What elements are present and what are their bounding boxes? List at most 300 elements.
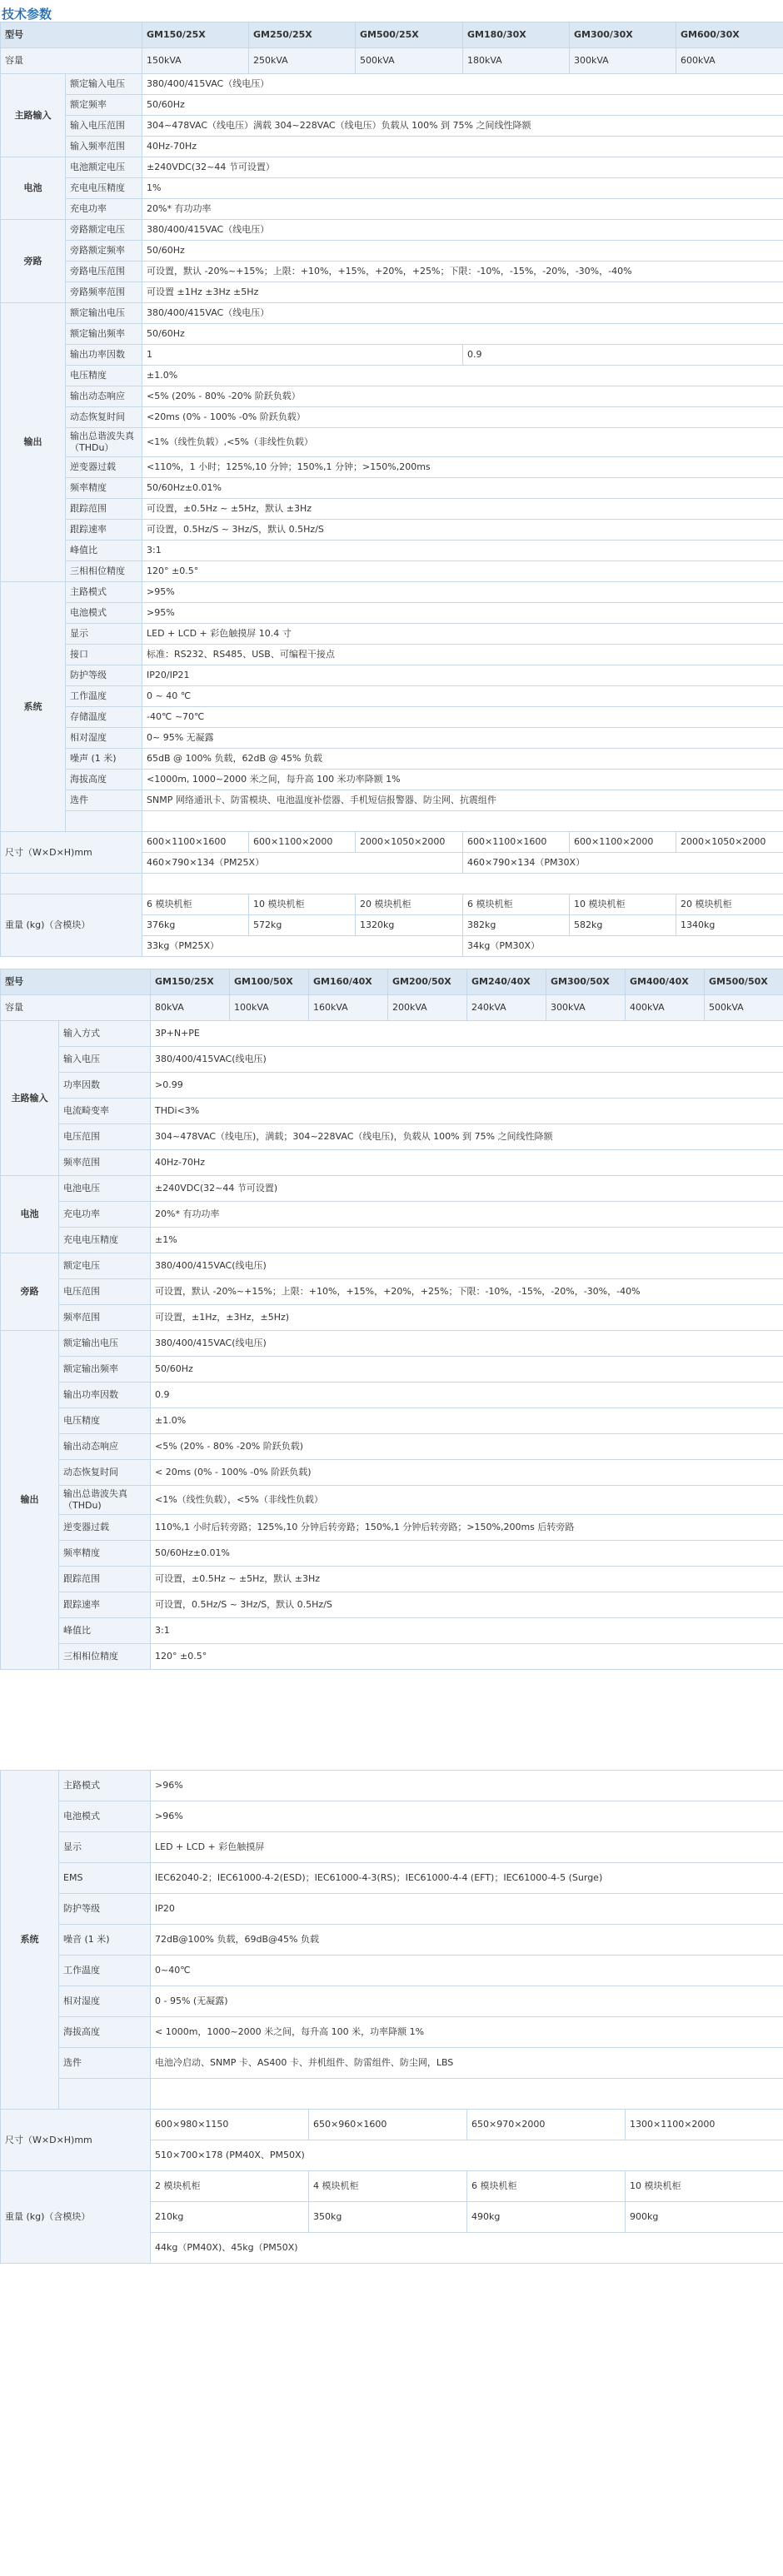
weight-label: 重量 (kg)（含模块） [1, 894, 142, 957]
row-value: >0.99 [151, 1073, 783, 1099]
table-row [1, 1202, 783, 1228]
table-row [1, 1460, 783, 1486]
table-row [1, 728, 783, 749]
table-row [1, 1279, 783, 1305]
table-row [1, 770, 783, 790]
row-value: 0~ 95% 无凝露 [142, 728, 783, 749]
capacity-cell: 300kVA [570, 48, 676, 74]
row-label: 电压范围 [59, 1124, 151, 1150]
table-gap [0, 1670, 783, 1770]
row-value: -40℃ ~70℃ [142, 707, 783, 728]
table-row [1, 95, 783, 116]
cabinet-cell: 10 模块机柜 [249, 894, 356, 915]
row-label: 跟踪范围 [59, 1567, 151, 1592]
group-output: 输出 [1, 303, 66, 582]
dimension-cell: 2000×1050×2000 [356, 832, 463, 853]
row-value: IP20 [151, 1894, 783, 1925]
row-value: 50/60Hz [142, 95, 783, 116]
row-value: >95% [142, 603, 783, 624]
model-cell: GM150/25X [151, 969, 230, 995]
capacity-row [1, 995, 783, 1021]
weight-cell: 572kg [249, 915, 356, 936]
table-row [1, 157, 783, 178]
table-row [1, 262, 783, 282]
table-row [1, 1832, 783, 1863]
row-value: >95% [142, 582, 783, 603]
row-value: >96% [151, 1771, 783, 1801]
table-row [1, 1956, 783, 1986]
row-label: 海拔高度 [59, 2017, 151, 2048]
row-label: 输出动态响应 [59, 1434, 151, 1460]
dimension-cell: 600×980×1150 [151, 2110, 309, 2140]
cabinet-cell: 10 模块机柜 [626, 2171, 783, 2202]
row-value: 可设置，默认 -20%~+15%；上限：+10%，+15%，+20%，+25%；下限：-10%，-15%，-20%，-30%，-40% [151, 1279, 783, 1305]
weight-cell: 376kg [142, 915, 249, 936]
row-label: 额定输出频率 [59, 1357, 151, 1383]
group-output: 输出 [1, 1331, 59, 1670]
table-row [1, 749, 783, 770]
row-value: 50/60Hz±0.01% [142, 478, 783, 499]
row-label: 跟踪范围 [66, 499, 142, 520]
row-label: 电池电压 [59, 1176, 151, 1202]
module-weight-cell: 33kg（PM25X） [142, 936, 463, 957]
row-label: 旁路电压范围 [66, 262, 142, 282]
model-cell: GM400/40X [626, 969, 705, 995]
row-label: 相对湿度 [66, 728, 142, 749]
cabinet-cell: 20 模块机柜 [356, 894, 463, 915]
row-value: <5% (20% - 80% -20% 阶跃负载） [142, 386, 783, 407]
row-value: 40Hz-70Hz [151, 1150, 783, 1176]
group-main-input: 主路输入 [1, 74, 66, 157]
table-row [1, 1305, 783, 1331]
row-label: 噪音 (1 米) [59, 1925, 151, 1956]
capacity-cell: 300kVA [546, 995, 626, 1021]
table-row [1, 1021, 783, 1047]
cabinet-cell: 6 模块机柜 [467, 2171, 626, 2202]
row-value: ±1% [151, 1228, 783, 1253]
table-gap [0, 957, 783, 969]
dimension-cell: 650×970×2000 [467, 2110, 626, 2140]
row-value: 72dB@100% 负载，69dB@45% 负载 [151, 1925, 783, 1956]
table-row [1, 1541, 783, 1567]
row-label: 频率范围 [59, 1305, 151, 1331]
row-value-blank [142, 874, 783, 894]
row-value: 可设置，±0.5Hz ~ ±5Hz，默认 ±3Hz [151, 1567, 783, 1592]
module-dimension-cell: 460×790×134（PM25X） [142, 853, 463, 874]
row-label: 逆变器过载 [66, 457, 142, 478]
row-value: ±240VDC(32~44 节可设置) [151, 1176, 783, 1202]
spec-table-series-gm [0, 969, 783, 1670]
row-value: 50/60Hz±0.01% [151, 1541, 783, 1567]
spec-table-series-x [0, 22, 783, 957]
row-label: 三相相位精度 [66, 561, 142, 582]
table-row [1, 686, 783, 707]
row-label: 输出总谐波失真（THDu） [66, 428, 142, 457]
table-row [1, 2048, 783, 2079]
model-cell: GM200/50X [388, 969, 467, 995]
row-value: 65dB @ 100% 负载，62dB @ 45% 负载 [142, 749, 783, 770]
module-dimension-cell: 510×700×178 (PM40X、PM50X) [151, 2140, 783, 2171]
row-value: LED + LCD + 彩色触摸屏 [151, 1832, 783, 1863]
row-label: 旁路额定频率 [66, 241, 142, 262]
model-cell: GM600/30X [676, 22, 783, 48]
module-weight-cell: 44kg（PM40X)、45kg（PM50X) [151, 2233, 783, 2264]
row-value: 3P+N+PE [151, 1021, 783, 1047]
row-label: 防护等级 [59, 1894, 151, 1925]
table-row [1, 1592, 783, 1618]
table-row [1, 116, 783, 137]
dimension-cell: 600×1100×1600 [463, 832, 570, 853]
table-row [1, 1408, 783, 1434]
row-value: 380/400/415VAC(线电压) [151, 1047, 783, 1073]
capacity-cell: 80kVA [151, 995, 230, 1021]
row-value: 0~40℃ [151, 1956, 783, 1986]
capacity-label: 容量 [1, 48, 142, 74]
dimension-cell: 1300×1100×2000 [626, 2110, 783, 2140]
capacity-cell: 600kVA [676, 48, 783, 74]
row-value: THDi<3% [151, 1099, 783, 1124]
capacity-cell: 160kVA [309, 995, 388, 1021]
row-value: 120° ±0.5° [142, 561, 783, 582]
row-label: 频率精度 [66, 478, 142, 499]
table-row [1, 603, 783, 624]
model-cell: GM240/40X [467, 969, 546, 995]
row-label: 选件 [59, 2048, 151, 2079]
row-label: 充电电压精度 [59, 1228, 151, 1253]
row-value: 1 [142, 345, 463, 366]
row-label: 显示 [59, 1832, 151, 1863]
table-row [1, 2110, 783, 2140]
capacity-label: 容量 [1, 995, 151, 1021]
row-label: 输入频率范围 [66, 137, 142, 157]
table-row [1, 707, 783, 728]
table-row [1, 137, 783, 157]
dimension-cell: 650×960×1600 [309, 2110, 467, 2140]
row-value: 标准：RS232、RS485、USB、可编程干接点 [142, 645, 783, 665]
cabinet-cell: 6 模块机柜 [463, 894, 570, 915]
model-cell: GM500/25X [356, 22, 463, 48]
row-label-blank [66, 811, 142, 832]
row-label: 选件 [66, 790, 142, 811]
row-label: 旁路频率范围 [66, 282, 142, 303]
weight-cell: 1340kg [676, 915, 783, 936]
table-row [1, 1567, 783, 1592]
row-label: 电流畸变率 [59, 1099, 151, 1124]
capacity-cell: 500kVA [356, 48, 463, 74]
row-value: 20%* 有功功率 [142, 199, 783, 220]
weight-cell: 350kg [309, 2202, 467, 2233]
model-row [1, 22, 783, 48]
row-label: 工作温度 [59, 1956, 151, 1986]
row-label-blank [1, 874, 142, 894]
row-value: 380/400/415VAC（线电压） [142, 74, 783, 95]
table-row [1, 1047, 783, 1073]
row-label: 电压精度 [66, 366, 142, 386]
table-row [1, 1644, 783, 1670]
table-row [1, 428, 783, 457]
row-label: 电压精度 [59, 1408, 151, 1434]
row-value: 380/400/415VAC(线电压) [151, 1253, 783, 1279]
dimension-cell: 2000×1050×2000 [676, 832, 783, 853]
row-label: 动态恢复时间 [59, 1460, 151, 1486]
group-bypass: 旁路 [1, 220, 66, 303]
table-row [1, 303, 783, 324]
module-dimension-cell: 460×790×134（PM30X） [463, 853, 783, 874]
row-label: 输出总谐波失真（THDu) [59, 1486, 151, 1515]
dimension-label: 尺寸（W×D×H)mm [1, 2110, 151, 2171]
row-value: 3:1 [142, 541, 783, 561]
table-row [1, 790, 783, 811]
table-row [1, 1073, 783, 1099]
row-value: 50/60Hz [151, 1357, 783, 1383]
table-row [1, 665, 783, 686]
table-row [1, 832, 783, 853]
table-row [1, 1228, 783, 1253]
row-value: <110%，1 小时；125%,10 分钟；150%,1 分钟；>150%,200ms [142, 457, 783, 478]
table-row [1, 499, 783, 520]
table-row [1, 1176, 783, 1202]
weight-cell: 900kg [626, 2202, 783, 2233]
cabinet-cell: 20 模块机柜 [676, 894, 783, 915]
table-row [1, 582, 783, 603]
row-label: 接口 [66, 645, 142, 665]
table-row [1, 282, 783, 303]
table-row [1, 2171, 783, 2202]
row-label: 电池模式 [66, 603, 142, 624]
model-label: 型号 [1, 22, 142, 48]
table-row [1, 2017, 783, 2048]
table-row [1, 386, 783, 407]
model-row [1, 969, 783, 995]
row-value: 380/400/415VAC(线电压) [151, 1331, 783, 1357]
capacity-cell: 250kVA [249, 48, 356, 74]
model-cell: GM180/30X [463, 22, 570, 48]
row-value: <20ms (0% - 100% -0% 阶跃负载） [142, 407, 783, 428]
table-row [1, 1515, 783, 1541]
row-value: 可设置，0.5Hz/S ~ 3Hz/S，默认 0.5Hz/S [151, 1592, 783, 1618]
row-label: 电池模式 [59, 1801, 151, 1832]
table-row [1, 199, 783, 220]
table-row [1, 1925, 783, 1956]
group-system: 系统 [1, 582, 66, 832]
row-label: 噪声 (1 米) [66, 749, 142, 770]
row-label: 相对湿度 [59, 1986, 151, 2017]
row-value: 20%* 有功功率 [151, 1202, 783, 1228]
row-value-blank [142, 811, 783, 832]
cabinet-cell: 6 模块机柜 [142, 894, 249, 915]
row-value: LED + LCD + 彩色触摸屏 10.4 寸 [142, 624, 783, 645]
row-label: 充电功率 [59, 1202, 151, 1228]
row-label: 三相相位精度 [59, 1644, 151, 1670]
row-value: 0 - 95% (无凝露) [151, 1986, 783, 2017]
row-label: EMS [59, 1863, 151, 1894]
row-value: 可设置，±1Hz，±3Hz，±5Hz) [151, 1305, 783, 1331]
table-row [1, 1486, 783, 1515]
model-cell: GM150/25X [142, 22, 249, 48]
row-value: 304~478VAC（线电压)，满载；304~228VAC（线电压)，负载从 100% 到 75% 之间线性降额 [151, 1124, 783, 1150]
table-row [1, 811, 783, 832]
table-row [1, 457, 783, 478]
capacity-cell: 240kVA [467, 995, 546, 1021]
row-value: 0.9 [463, 345, 783, 366]
row-value: IP20/IP21 [142, 665, 783, 686]
table-row [1, 178, 783, 199]
table-row [1, 241, 783, 262]
dimension-cell: 600×1100×2000 [570, 832, 676, 853]
row-label-blank [59, 2079, 151, 2110]
weight-label: 重量 (kg)（含模块） [1, 2171, 151, 2264]
dimension-cell: 600×1100×2000 [249, 832, 356, 853]
cabinet-cell: 4 模块机柜 [309, 2171, 467, 2202]
model-cell: GM160/40X [309, 969, 388, 995]
weight-cell: 490kg [467, 2202, 626, 2233]
row-value: 可设置 ±1Hz ±3Hz ±5Hz [142, 282, 783, 303]
table-row [1, 324, 783, 345]
row-label: 电压范围 [59, 1279, 151, 1305]
row-label: 逆变器过载 [59, 1515, 151, 1541]
table-row [1, 366, 783, 386]
table-row [1, 1618, 783, 1644]
row-label: 峰值比 [59, 1618, 151, 1644]
row-value: 0.9 [151, 1383, 783, 1408]
row-value-blank [151, 2079, 783, 2110]
table-row [1, 345, 783, 366]
row-label: 输出功率因数 [66, 345, 142, 366]
row-value: 380/400/415VAC（线电压） [142, 303, 783, 324]
row-value: IEC62040-2；IEC61000-4-2(ESD)；IEC61000-4-3(RS)；IEC61000-4-4 (EFT)；IEC61000-4-5 (Surge) [151, 1863, 783, 1894]
row-value: 1% [142, 178, 783, 199]
row-label: 主路模式 [66, 582, 142, 603]
row-label: 充电功率 [66, 199, 142, 220]
row-label: 功率因数 [59, 1073, 151, 1099]
table-row [1, 407, 783, 428]
table-row [1, 1894, 783, 1925]
row-label: 峰值比 [66, 541, 142, 561]
row-value: < 20ms (0% - 100% -0% 阶跃负载) [151, 1460, 783, 1486]
row-value: <1000m, 1000~2000 米之间，每升高 100 米功率降额 1% [142, 770, 783, 790]
model-cell: GM250/25X [249, 22, 356, 48]
row-value: 304~478VAC（线电压）满载 304~228VAC（线电压）负载从 100% 到 75% 之间线性降额 [142, 116, 783, 137]
row-label: 跟踪速率 [59, 1592, 151, 1618]
table-row [1, 1099, 783, 1124]
table-row [1, 541, 783, 561]
dimension-label: 尺寸（W×D×H)mm [1, 832, 142, 874]
row-label: 旁路额定电压 [66, 220, 142, 241]
group-bypass: 旁路 [1, 1253, 59, 1331]
module-weight-cell: 34kg（PM30X） [463, 936, 783, 957]
cabinet-cell: 10 模块机柜 [570, 894, 676, 915]
model-cell: GM300/50X [546, 969, 626, 995]
row-value: ±1.0% [142, 366, 783, 386]
table-row [1, 520, 783, 541]
group-battery: 电池 [1, 157, 66, 220]
table-row [1, 1801, 783, 1832]
row-label: 电池额定电压 [66, 157, 142, 178]
row-value: 50/60Hz [142, 324, 783, 345]
capacity-cell: 100kVA [230, 995, 309, 1021]
weight-cell: 210kg [151, 2202, 309, 2233]
table-row [1, 1253, 783, 1279]
capacity-row [1, 48, 783, 74]
group-main-input: 主路输入 [1, 1021, 59, 1176]
row-label: 主路模式 [59, 1771, 151, 1801]
row-label: 频率范围 [59, 1150, 151, 1176]
cabinet-cell: 2 模块机柜 [151, 2171, 309, 2202]
row-value: 0 ~ 40 ℃ [142, 686, 783, 707]
row-value: 电池冷启动、SNMP 卡、AS400 卡、并机组件、防雷组件、防尘网，LBS [151, 2048, 783, 2079]
row-label: 额定输出频率 [66, 324, 142, 345]
table-row [1, 1986, 783, 2017]
row-value: ±1.0% [151, 1408, 783, 1434]
row-value: <1%（线性负载），<5%（非线性负载） [151, 1486, 783, 1515]
row-label: 工作温度 [66, 686, 142, 707]
table-row [1, 2079, 783, 2110]
weight-cell: 1320kg [356, 915, 463, 936]
dimension-cell: 600×1100×1600 [142, 832, 249, 853]
row-value: <1%（线性负载）,<5%（非线性负载） [142, 428, 783, 457]
capacity-cell: 500kVA [705, 995, 783, 1021]
group-battery: 电池 [1, 1176, 59, 1253]
model-cell: GM300/30X [570, 22, 676, 48]
table-row [1, 220, 783, 241]
table-row [1, 1771, 783, 1801]
row-label: 频率精度 [59, 1541, 151, 1567]
row-value: < 1000m，1000~2000 米之间，每升高 100 米，功率降额 1% [151, 2017, 783, 2048]
capacity-cell: 400kVA [626, 995, 705, 1021]
capacity-cell: 150kVA [142, 48, 249, 74]
row-label: 输入电压范围 [66, 116, 142, 137]
row-value: 40Hz-70Hz [142, 137, 783, 157]
row-label: 额定电压 [59, 1253, 151, 1279]
spec-table-series-gm-system [0, 1770, 783, 2264]
row-label: 跟踪速率 [66, 520, 142, 541]
model-label: 型号 [1, 969, 151, 995]
row-label: 海拔高度 [66, 770, 142, 790]
table-row [1, 874, 783, 894]
table-row [1, 624, 783, 645]
model-cell: GM100/50X [230, 969, 309, 995]
row-label: 额定频率 [66, 95, 142, 116]
table-row [1, 1150, 783, 1176]
row-label: 额定输出电压 [66, 303, 142, 324]
row-label: 显示 [66, 624, 142, 645]
row-value: 50/60Hz [142, 241, 783, 262]
row-label: 存储温度 [66, 707, 142, 728]
row-value: 可设置，±0.5Hz ~ ±5Hz，默认 ±3Hz [142, 499, 783, 520]
table-row [1, 561, 783, 582]
row-label: 额定输出电压 [59, 1331, 151, 1357]
weight-cell: 582kg [570, 915, 676, 936]
table-row [1, 1383, 783, 1408]
table-row [1, 1434, 783, 1460]
row-value: 120° ±0.5° [151, 1644, 783, 1670]
row-label: 输出动态响应 [66, 386, 142, 407]
group-system: 系统 [1, 1771, 59, 2110]
row-label: 额定输入电压 [66, 74, 142, 95]
row-label: 动态恢复时间 [66, 407, 142, 428]
table-row [1, 1331, 783, 1357]
table-row [1, 1863, 783, 1894]
table-row [1, 645, 783, 665]
row-value: 3:1 [151, 1618, 783, 1644]
table-row [1, 74, 783, 95]
table-row [1, 478, 783, 499]
capacity-cell: 180kVA [463, 48, 570, 74]
row-label: 输入电压 [59, 1047, 151, 1073]
table-row [1, 894, 783, 915]
capacity-cell: 200kVA [388, 995, 467, 1021]
row-label: 防护等级 [66, 665, 142, 686]
